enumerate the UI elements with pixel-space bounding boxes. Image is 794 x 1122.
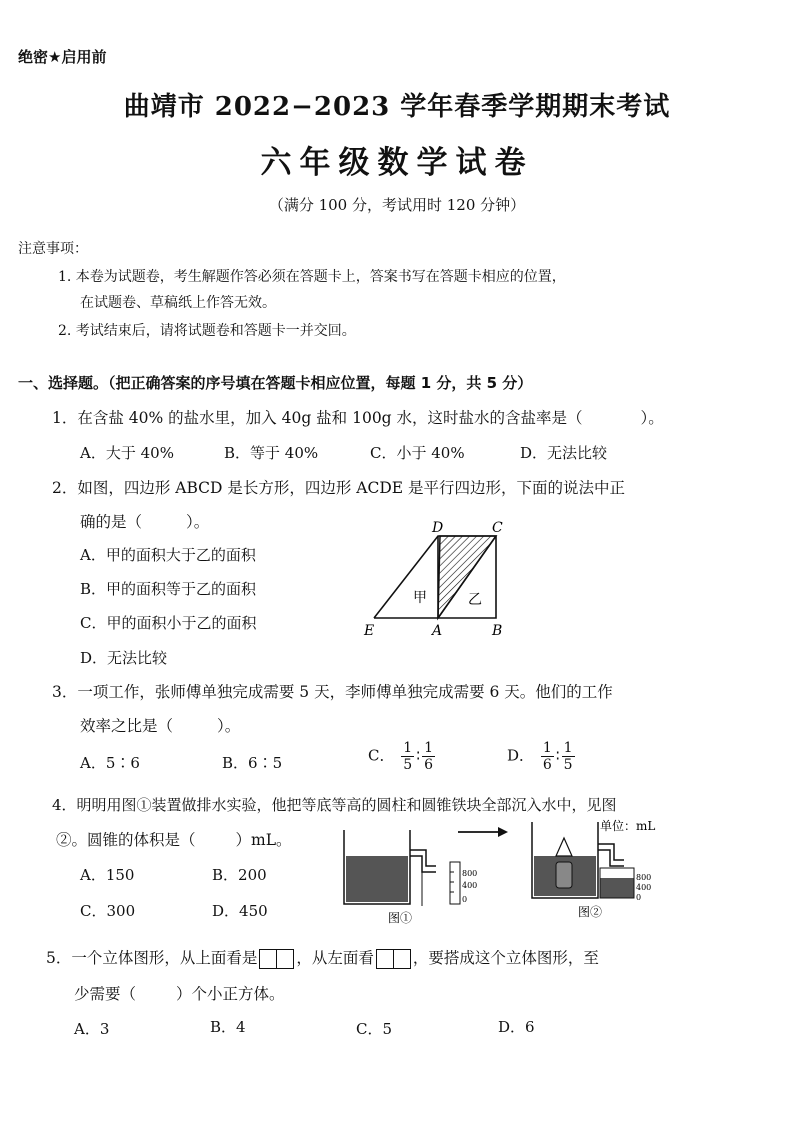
label-d: D xyxy=(432,520,444,536)
q5-stem-text: 5．一个立体图形，从上面看是 xyxy=(46,949,258,967)
q1-option-d: D．无法比较 xyxy=(520,444,608,462)
q3-option-a: A．5∶6 xyxy=(80,754,140,772)
exam-title: 曲靖市 2022−2023 学年春季学期期末考试 xyxy=(123,92,671,122)
q1-option-a: A．大于 40% xyxy=(80,444,174,462)
fraction xyxy=(562,740,575,773)
notice-item-2: 2. 考试结束后，请将试题卷和答题卡一并交回。 xyxy=(58,323,356,339)
question-2-stem-line-1: 2．如图，四边形 ABCD 是长方形，四边形 ACDE 是平行四边形，下面的说法中正 xyxy=(52,479,626,497)
rectangle-parallelogram-figure xyxy=(360,518,520,644)
q2-option-c: C．甲的面积小于乙的面积 xyxy=(80,614,257,632)
q5-stem-text-2: 少需要（ xyxy=(74,985,137,1003)
scale-800: 800 xyxy=(462,869,478,878)
question-4-stem-line-1: 4．明明用图①装置做排水实验，他把等底等高的圆柱和圆锥铁块全部沉入水中，见图 xyxy=(52,796,617,814)
label-yi: 乙 xyxy=(468,592,482,608)
denominator: 6 xyxy=(542,757,552,773)
q3-option-b: B．6∶5 xyxy=(222,754,283,772)
numerator: 1 xyxy=(403,740,413,756)
q5-option-a: A．3 xyxy=(74,1020,110,1038)
q3-option-d-label: D． xyxy=(507,746,535,765)
question-3-stem-line-1: 3．一项工作，张师傅单独完成需要 5 天，李师傅单独完成需要 6 天。他们的工作 xyxy=(52,683,613,701)
confidential-label: 绝密★启用前 xyxy=(18,48,107,66)
figure-1-caption: 图① xyxy=(388,911,413,925)
label-jia: 甲 xyxy=(413,590,427,606)
scale-400: 400 xyxy=(636,883,652,892)
q5-stem-end-2: ）个小正方体。 xyxy=(176,985,285,1003)
q4-stem-text: ②。圆锥的体积是（ xyxy=(56,831,196,849)
ratio-sign: ∶ xyxy=(416,746,421,765)
q1-option-c: C．小于 40% xyxy=(370,444,465,462)
ratio-sign: ∶ xyxy=(555,746,560,765)
q3-stem-end: ）。 xyxy=(217,717,241,735)
label-c: C xyxy=(492,520,503,536)
figure-2-apparatus xyxy=(532,819,655,919)
q4-option-a: A．150 xyxy=(80,866,135,884)
question-1-stem xyxy=(52,406,664,428)
numerator: 1 xyxy=(563,740,573,756)
q3-stem-text: 效率之比是（ xyxy=(80,717,174,735)
scale-0: 0 xyxy=(636,893,642,902)
cone-icon xyxy=(556,838,572,856)
question-2-stem-line-2 xyxy=(80,510,209,532)
water-displacement-figures xyxy=(338,816,698,928)
q2-stem-end: ）。 xyxy=(186,513,210,531)
q5-option-d: D．6 xyxy=(498,1018,535,1036)
notice-heading: 注意事项： xyxy=(18,241,88,257)
measuring-cylinder xyxy=(450,862,460,904)
arrow-head-icon xyxy=(498,827,508,837)
exam-subtitle: 六年级数学试卷 xyxy=(260,145,534,181)
q2-option-b: B．甲的面积等于乙的面积 xyxy=(80,580,257,598)
numerator: 1 xyxy=(542,740,552,756)
question-5-stem-line-2 xyxy=(74,982,285,1004)
notice-item-1-line-2: 在试题卷、草稿纸上作答无效。 xyxy=(80,295,276,311)
q4-option-d: D．450 xyxy=(212,902,268,920)
cylinder-icon xyxy=(556,862,572,888)
left-view-icon xyxy=(376,949,411,969)
scale-800: 800 xyxy=(636,873,652,882)
fraction xyxy=(422,740,435,773)
denominator: 5 xyxy=(563,757,573,773)
score-info: （满分 100 分，考试用时 120 分钟） xyxy=(268,196,526,214)
q5-stem-mid: ，从左面看 xyxy=(296,949,374,967)
q4-option-c: C．300 xyxy=(80,902,136,920)
q5-option-c: C．5 xyxy=(356,1020,393,1038)
figure-1-apparatus xyxy=(344,830,477,925)
q1-stem-text: 1．在含盐 40% 的盐水里，加入 40g 盐和 100g 水，这时盐水的含盐率是（ xyxy=(52,409,583,427)
denominator: 5 xyxy=(403,757,413,773)
question-5-stem-line-1 xyxy=(46,946,599,969)
q4-option-b: B．200 xyxy=(212,866,267,884)
q5-option-b: B．4 xyxy=(210,1018,246,1036)
q3-option-c-label: C． xyxy=(368,746,395,765)
scale-400: 400 xyxy=(462,881,478,890)
figure-2-caption: 图② xyxy=(578,905,603,919)
q1-option-b: B．等于 40% xyxy=(224,444,319,462)
q1-stem-end: ）。 xyxy=(640,409,664,427)
q3-option-d xyxy=(507,740,577,773)
label-e: E xyxy=(364,623,375,639)
q5-stem-end: ，要搭成这个立体图形，至 xyxy=(412,949,599,967)
section-1-heading: 一、选择题。（把正确答案的序号填在答题卡相应位置，每题 1 分，共 5 分） xyxy=(18,374,533,392)
water-fill xyxy=(346,856,408,902)
q2-option-a: A．甲的面积大于乙的面积 xyxy=(80,546,256,564)
q2-option-d: D．无法比较 xyxy=(80,649,168,667)
scale-0: 0 xyxy=(462,895,468,904)
fraction xyxy=(541,740,554,773)
numerator: 1 xyxy=(424,740,434,756)
label-b: B xyxy=(492,623,503,639)
notice-item-1-line-1: 1. 本卷为试题卷，考生解题作答必须在答题卡上，答案书写在答题卡相应的位置， xyxy=(58,269,566,285)
top-view-icon xyxy=(259,949,294,969)
unit-label: 单位：mL xyxy=(600,819,656,833)
measuring-cup-water xyxy=(600,878,634,898)
q4-stem-end: ）mL。 xyxy=(235,831,292,849)
fraction xyxy=(401,740,414,773)
denominator: 6 xyxy=(424,757,434,773)
label-a: A xyxy=(432,623,443,639)
question-3-stem-line-2 xyxy=(80,714,240,736)
question-4-stem-line-2 xyxy=(56,828,292,850)
q3-option-c xyxy=(368,740,437,773)
q2-stem-text: 确的是（ xyxy=(80,513,143,531)
